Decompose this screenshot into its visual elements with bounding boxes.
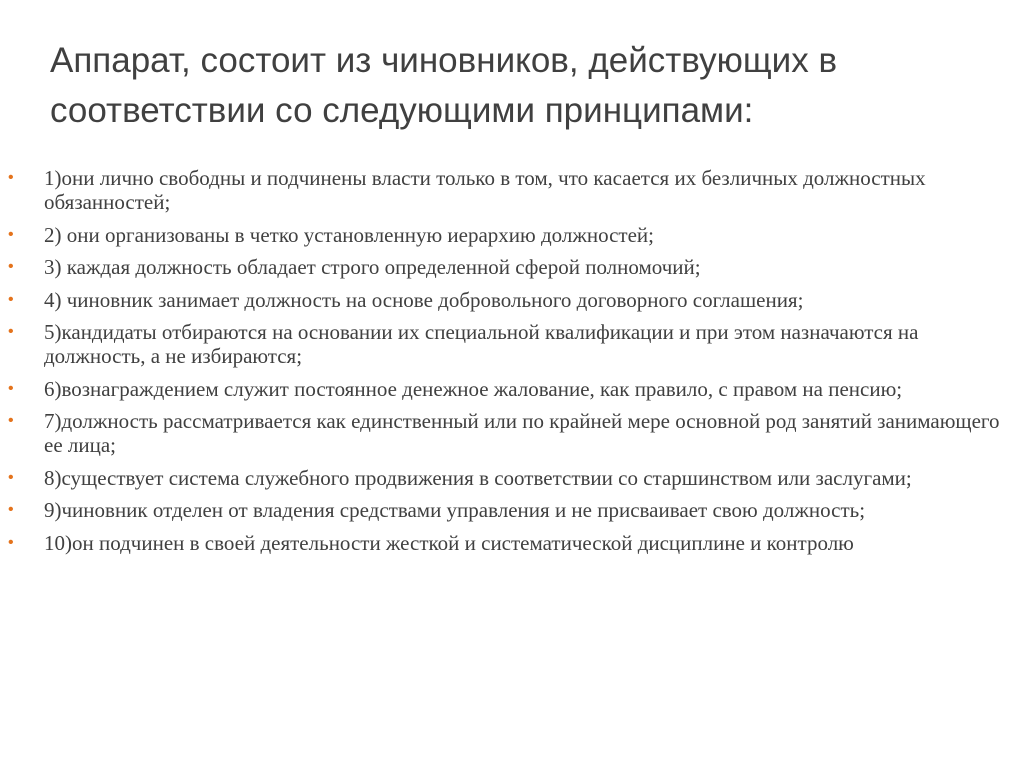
list-item [0, 320, 1024, 368]
list-item-text: 2) они организованы в четко установленную иерархию должностей; [44, 222, 654, 247]
bullet-icon: • [8, 290, 14, 308]
list-item [0, 223, 1024, 247]
list-item [0, 498, 1024, 522]
list-item [0, 377, 1024, 401]
bullet-icon: • [8, 379, 14, 397]
slide-title: Аппарат, состоит из чиновников, действующих в соответствии со следующими принципами: [50, 41, 838, 130]
list-item-text: 9)чиновник отделен от владения средствами управления и не присваивает свою должность; [44, 498, 866, 522]
bullet-icon: • [8, 533, 14, 551]
bullet-icon: • [8, 412, 14, 429]
list-item [0, 255, 1024, 279]
list-item-text: 7)должность рассматривается как единственный или по крайней мере основной род занятий занимающего ее лица; [44, 409, 1000, 457]
bullet-icon: • [8, 169, 14, 186]
principles-list [0, 166, 1024, 563]
bullet-icon: • [8, 468, 14, 486]
list-item [0, 466, 1024, 490]
list-item [0, 409, 1024, 457]
list-item [0, 166, 1024, 214]
bullet-icon: • [8, 225, 14, 243]
list-item-text: 1)они лично свободны и подчинены власти только в том, что касается их безличных должностных обязанностей; [44, 166, 926, 214]
bullet-icon: • [8, 501, 14, 518]
list-item-text: 4) чиновник занимает должность на основе добровольного договорного соглашения; [44, 287, 804, 312]
bullet-icon: • [8, 258, 14, 275]
list-item-text: 3) каждая должность обладает строго определенной сферой полномочий; [44, 255, 701, 279]
list-item [0, 288, 1024, 312]
bullet-icon: • [8, 323, 14, 340]
list-item-text: 6)вознаграждением служит постоянное денежное жалование, как правило, с правом на пенсию; [44, 376, 903, 401]
list-item-text: 10)он подчинен в своей деятельности жесткой и систематической дисциплине и контролю [44, 530, 854, 555]
list-item [0, 531, 1024, 555]
list-item-text: 5)кандидаты отбираются на основании их специальной квалификации и при этом назначаются на должность, а не избираются; [44, 320, 919, 368]
list-item-text: 8)существует система служебного продвижения в соответствии со старшинством или заслугами; [44, 465, 912, 490]
